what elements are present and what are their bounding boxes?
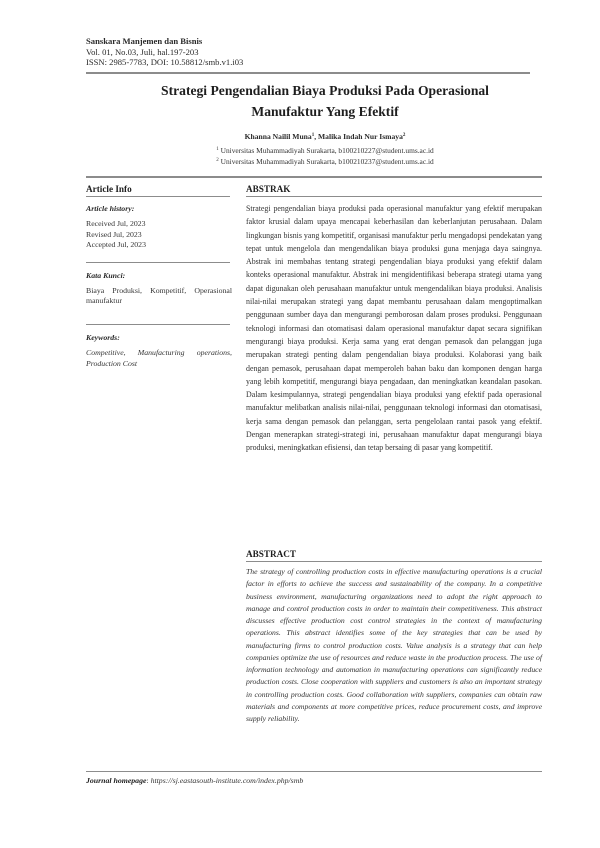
- received-date: Received Jul, 2023: [86, 219, 146, 228]
- history-rule: [86, 262, 230, 263]
- kata-kunci-list: Biaya Produksi, Kompetitif, Operasional manufaktur: [86, 285, 232, 306]
- kata-kunci-rule: [86, 324, 230, 325]
- abstrak-heading: ABSTRAK: [246, 184, 291, 194]
- article-info-heading: Article Info: [86, 184, 132, 194]
- article-info-panel: [86, 184, 232, 369]
- paper-title: [86, 80, 564, 122]
- author-name: Malika Indah Nur Ismaya: [318, 132, 403, 141]
- affiliation: [86, 146, 564, 155]
- accepted-date: Accepted Jul, 2023: [86, 240, 146, 250]
- paper-title-line-1: Strategi Pengendalian Biaya Produksi Pada Operasional: [161, 83, 489, 98]
- author-list: [86, 132, 564, 141]
- abstrak-section: [246, 184, 542, 455]
- abstract-heading: ABSTRACT: [246, 549, 297, 559]
- journal-name: Sanskara Manjemen dan Bisnis: [86, 36, 203, 46]
- article-info-rule: [86, 196, 230, 197]
- abstrak-rule: [246, 196, 542, 197]
- keywords-list: Competitive, Manufacturing operations, Production Cost: [86, 347, 232, 368]
- header-rule: [86, 72, 530, 74]
- journal-homepage-link[interactable]: https://sj.eastasouth-institute.com/index.php/smb: [150, 776, 304, 785]
- author-name: Khanna Nailil Muna: [244, 132, 312, 141]
- author-separator: ,: [314, 132, 318, 141]
- journal-homepage-separator: :: [146, 776, 151, 785]
- affiliation-sup: 2: [216, 158, 219, 163]
- author-sup: 2: [402, 133, 406, 138]
- journal-header: [86, 36, 243, 68]
- footer-rule: [86, 771, 542, 772]
- affiliation-text: Universitas Muhammadiyah Surakarta, b100210227@student.ums.ac.id: [220, 146, 434, 155]
- article-history: [86, 219, 232, 251]
- revised-date: Revised Jul, 2023: [86, 229, 142, 239]
- abstract-section: [246, 549, 542, 725]
- journal-volume: Vol. 01, No.03, Juli, hal.197-203: [86, 46, 199, 57]
- affiliation-sup: 1: [216, 147, 219, 152]
- abstrak-body: Strategi pengendalian biaya produksi pada operasional manufaktur yang efektif merupakan faktor krusial dalam upaya mencapai keberhasilan dan keberlanjutan perusahaan. Dalam lingkungan bisnis yang kompetitif, organisasi manufaktur perlu mengadopsi pendekatan yang tepat untuk mengelola dan mengendalikan biaya produksi guna menjaga daya saingnya. Abstrak ini membahas tentang strategi pengendalian biaya produksi yang efektif dalam konteks operasional manufaktur. Abstrak ini mengidentifikasi beberapa strategi utama yang dapat digunakan oleh perusahaan manufaktur untuk mengendalikan biaya produksi. Analisis nilai-nilai merupakan strategi yang dapat membantu perusahaan dalam mengoptimalkan penggunaan sumber daya dan mengurangi pemborosan dalam proses produksi. Penggunaan teknologi informasi dan otomatisasi dalam operasional manufaktur dapat secara signifikan mengurangi biaya produksi. Kerja sama yang erat dengan pemasok dan pelanggan juga merupakan strategi penting dalam pengendalian biaya produksi. Kolaborasi yang baik dengan pemasok, perusahaan dapat memperoleh bahan baku dan komponen dengan harga yang lebih kompetitif, mengurangi biaya pengadaan, dan meningkatkan keandalan pasokan. Dalam kesimpulannya, strategi pengendalian biaya produksi yang efektif pada operasional manufaktur melibatkan analisis nilai-nilai, penggunaan teknologi informasi dan otomatisasi, kerja sama dengan pemasok dan pelanggan, serta pengelolaan rantai pasok yang efektif. Dengan menerapkan strategi-strategi ini, perusahaan manufaktur dapat mengurangi biaya produksi, meningkatkan efisiensi, dan tetap bersaing di pasar yang kompetitif.: [246, 204, 542, 453]
- affiliation: [86, 157, 564, 166]
- affiliation-text: Universitas Muhammadiyah Surakarta, b100210237@student.ums.ac.id: [220, 157, 434, 166]
- author-sup: 1: [311, 133, 315, 138]
- title-block-rule: [86, 176, 542, 178]
- article-history-heading: Article history:: [86, 204, 135, 213]
- abstract-rule: [246, 561, 542, 562]
- abstract-body: The strategy of controlling production costs in effective manufacturing operations is a crucial factor in efforts to achieve the success and sustainability of the company. In a competitive business environment, manufacturing organizations need to adopt the right approach to manage and control production costs in order to maintain their competitiveness. This abstract discusses effective production cost control strategies in the context of manufacturing operations. This abstract identifies some of the key strategies that can be used by manufacturing firms to control production costs. Value analysis is a strategy that can help companies optimize the use of resources and reduce waste in the production process. The use of information technology and automation in manufacturing operations can significantly reduce production costs. Close cooperation with suppliers and customers is also an important strategy in controlling production costs. Good collaboration with suppliers, companies can obtain raw materials and components at more competitive prices, reduce procurement costs, and improve supply reliability.: [246, 567, 542, 723]
- journal-homepage: [86, 776, 303, 785]
- journal-issn-doi: ISSN: 2985-7783, DOI: 10.58812/smb.v1.i03: [86, 57, 244, 68]
- keywords-heading: Keywords:: [86, 332, 120, 342]
- kata-kunci-heading: Kata Kunci:: [86, 270, 126, 280]
- paper-title-line-2: Manufaktur Yang Efektif: [251, 104, 399, 119]
- journal-homepage-label: Journal homepage: [86, 776, 147, 785]
